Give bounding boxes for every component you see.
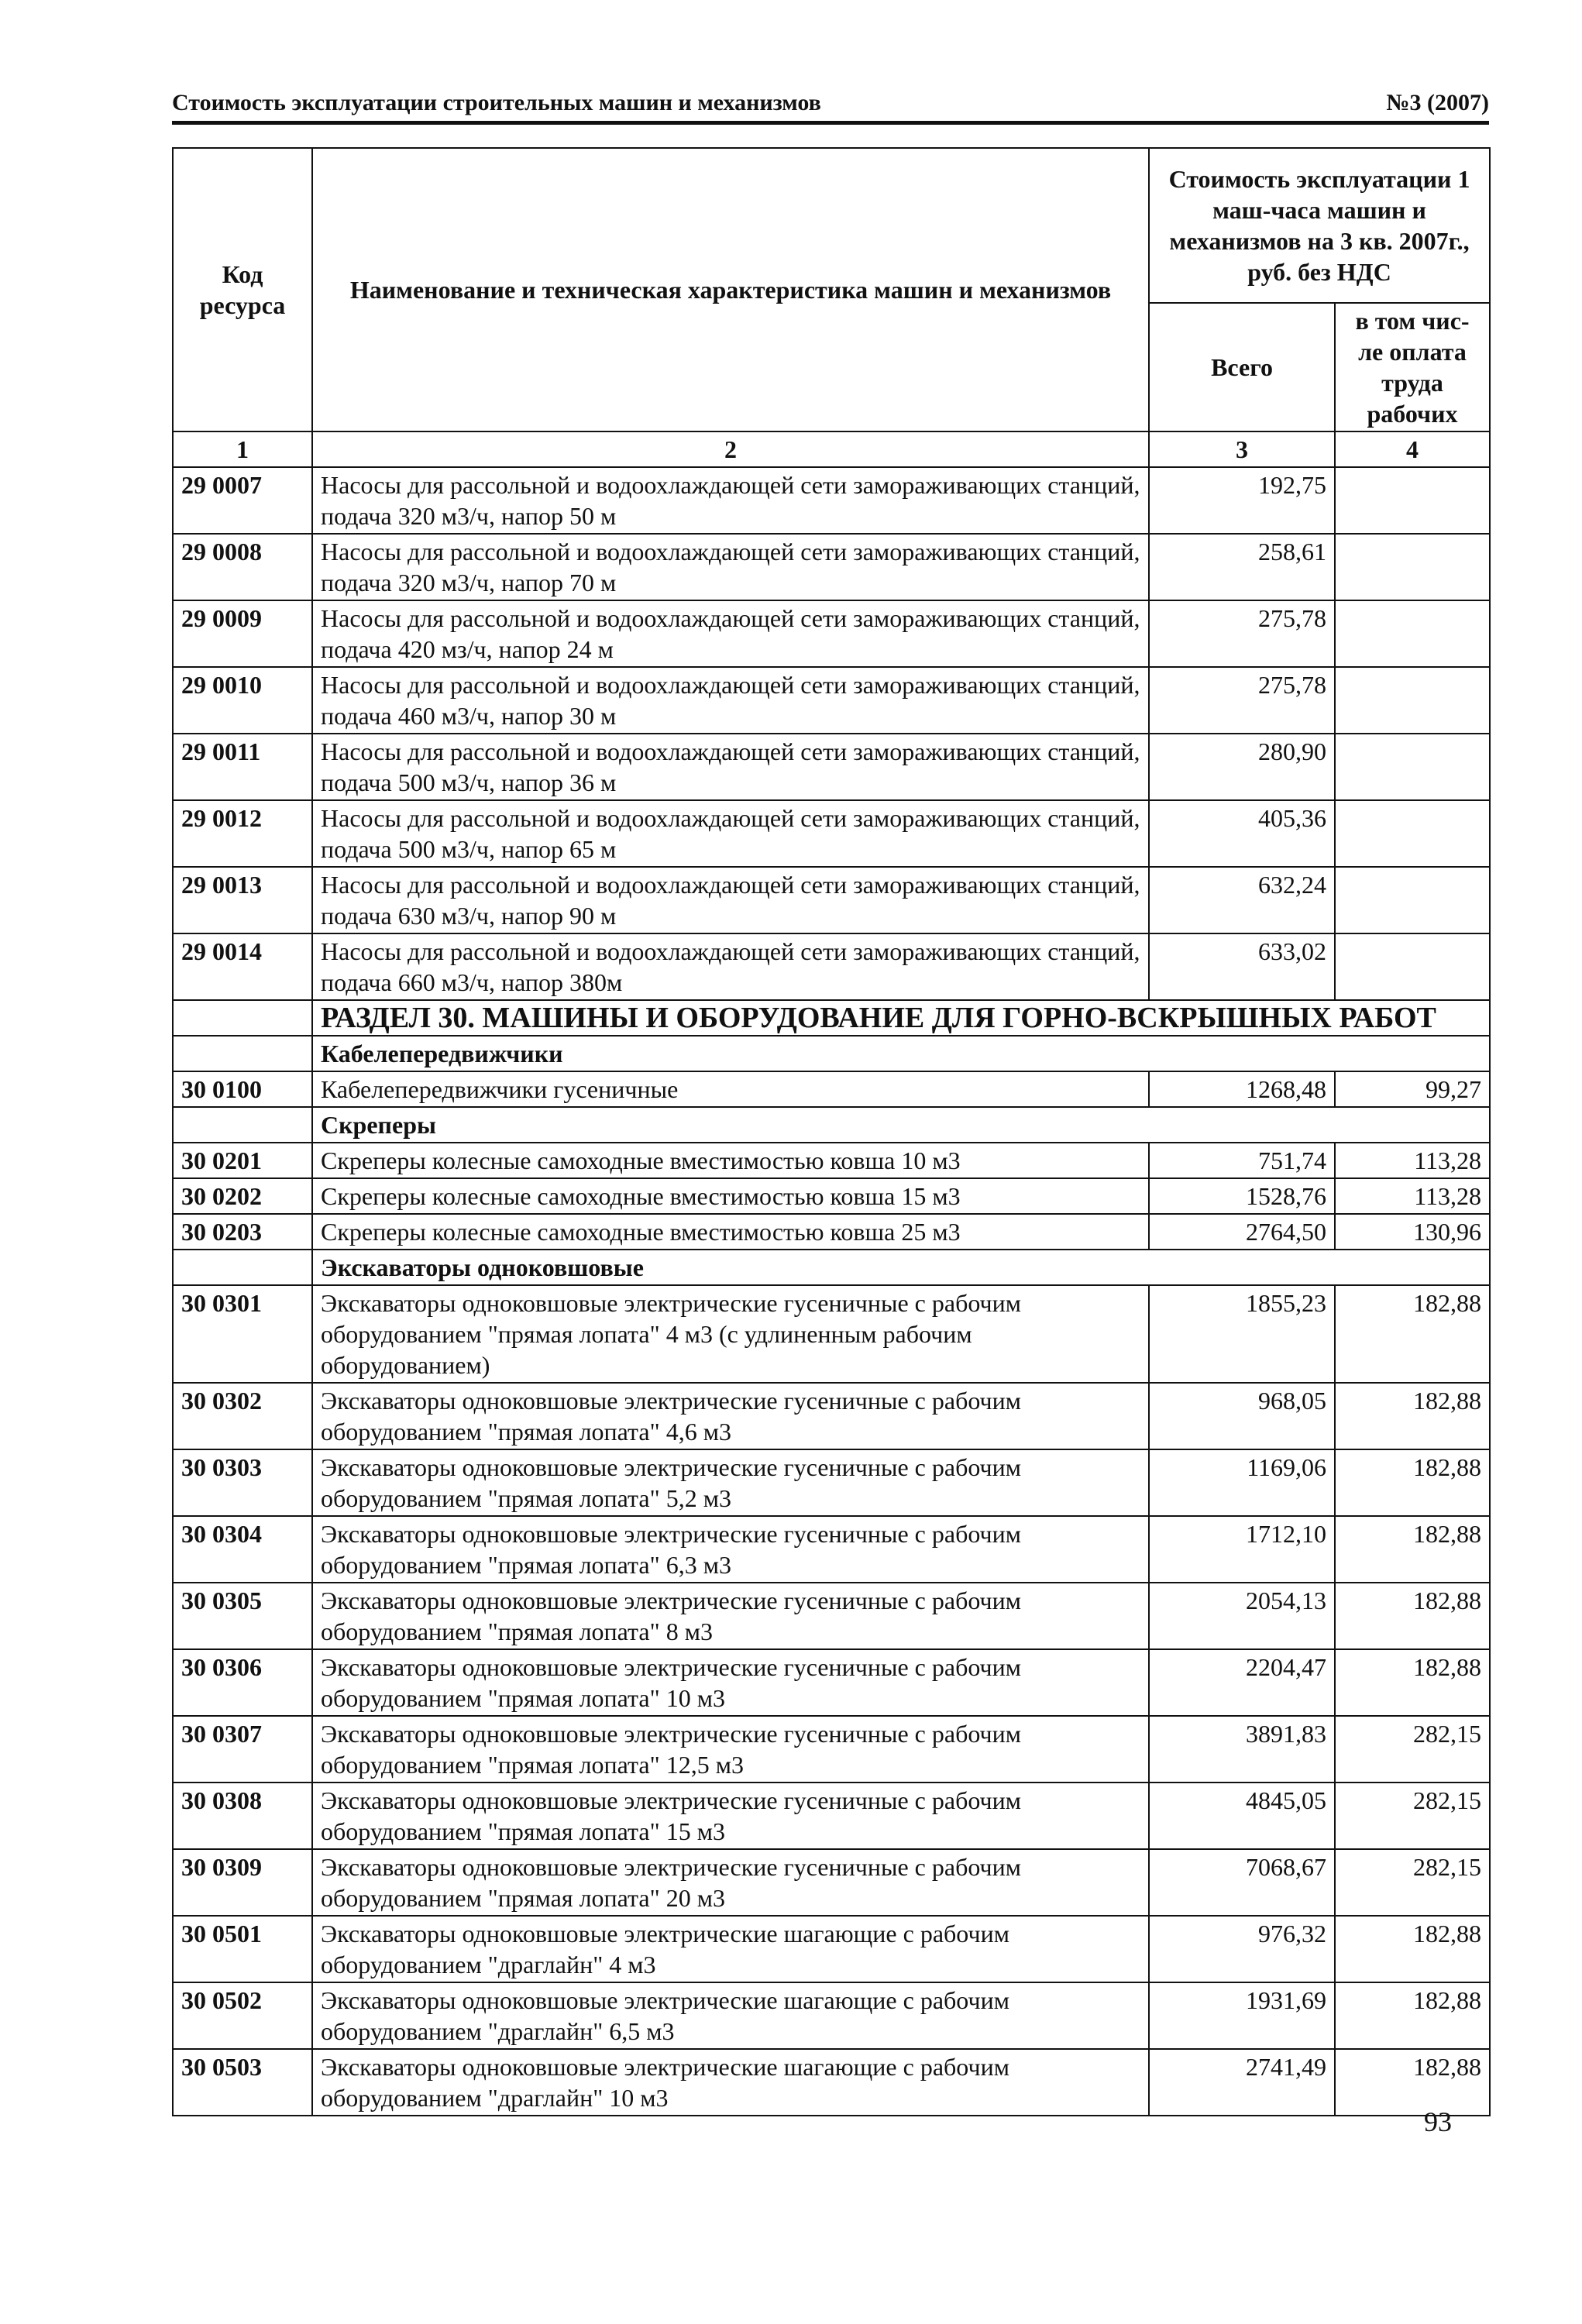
- cost-labor: 182,88: [1335, 1916, 1490, 1982]
- machine-name: Скреперы колесные самоходные вместимостью ковша 15 м3: [312, 1178, 1149, 1214]
- cost-total: 1855,23: [1149, 1285, 1335, 1383]
- table-row: [173, 1982, 1490, 2049]
- table-row: [173, 1649, 1490, 1716]
- machine-name: Кабелепередвижчики гусеничные: [312, 1071, 1149, 1107]
- cost-total: 1528,76: [1149, 1178, 1335, 1214]
- cost-labor: [1335, 667, 1490, 734]
- table-row: [173, 1916, 1490, 1982]
- machine-name: Экскаваторы одноковшовые электрические шагающие с рабочим оборудованием "драглайн" 6,5 м3: [312, 1982, 1149, 2049]
- empty-cell: [173, 1107, 312, 1143]
- column-numbers-row: [173, 431, 1490, 467]
- cost-total: 1712,10: [1149, 1516, 1335, 1583]
- table-row: [173, 1071, 1490, 1107]
- col-labor-header: в том чис-ле оплата труда рабочих: [1335, 303, 1490, 431]
- cost-labor: 182,88: [1335, 1383, 1490, 1449]
- resource-code: 30 0301: [173, 1285, 312, 1383]
- machine-name: Скреперы колесные самоходные вместимостью ковша 25 м3: [312, 1214, 1149, 1250]
- cost-labor: 282,15: [1335, 1716, 1490, 1783]
- resource-code: 30 0302: [173, 1383, 312, 1449]
- empty-cell: [173, 1000, 312, 1036]
- machine-name: Насосы для рассольной и водоохлаждающей сети замораживающих станций, подача 460 м3/ч, напор 30 м: [312, 667, 1149, 734]
- cost-total: 976,32: [1149, 1916, 1335, 1982]
- header-title: Стоимость эксплуатации строительных машин и механизмов: [172, 90, 821, 115]
- table-row: [173, 1783, 1490, 1849]
- cost-total: 2054,13: [1149, 1583, 1335, 1649]
- col-name-header: Наименование и техническая характеристика машин и механизмов: [312, 148, 1149, 431]
- machine-name: Экскаваторы одноковшовые электрические гусеничные с рабочим оборудованием "прямая лопата" 5,2 м3: [312, 1449, 1149, 1516]
- table-row: [173, 933, 1490, 1000]
- cost-labor: [1335, 534, 1490, 600]
- table-row: [173, 1716, 1490, 1783]
- subsection-row: [173, 1036, 1490, 1071]
- cost-total: 258,61: [1149, 534, 1335, 600]
- resource-code: 30 0304: [173, 1516, 312, 1583]
- resource-code: 30 0309: [173, 1849, 312, 1916]
- resource-code: 29 0010: [173, 667, 312, 734]
- table-row: [173, 1383, 1490, 1449]
- cost-total: 280,90: [1149, 734, 1335, 800]
- cost-labor: [1335, 600, 1490, 667]
- subsection-row: [173, 1250, 1490, 1285]
- cost-total: 275,78: [1149, 667, 1335, 734]
- resource-code: 30 0202: [173, 1178, 312, 1214]
- resource-code: 30 0307: [173, 1716, 312, 1783]
- cost-total: 1268,48: [1149, 1071, 1335, 1107]
- cost-labor: 182,88: [1335, 1285, 1490, 1383]
- resource-code: 30 0308: [173, 1783, 312, 1849]
- cost-labor: 182,88: [1335, 1583, 1490, 1649]
- resource-code: 29 0012: [173, 800, 312, 867]
- resource-code: 30 0201: [173, 1143, 312, 1178]
- table-row: [173, 1285, 1490, 1383]
- table-row: [173, 1516, 1490, 1583]
- machine-name: Насосы для рассольной и водоохлаждающей сети замораживающих станций, подача 320 м3/ч, напор 70 м: [312, 534, 1149, 600]
- cost-total: 968,05: [1149, 1383, 1335, 1449]
- cost-total: 3891,83: [1149, 1716, 1335, 1783]
- machine-name: Экскаваторы одноковшовые электрические гусеничные с рабочим оборудованием "прямая лопата" 20 м3: [312, 1849, 1149, 1916]
- cost-total: 633,02: [1149, 933, 1335, 1000]
- running-header: [172, 84, 1489, 125]
- col-total-header: Всего: [1149, 303, 1335, 431]
- table-row: [173, 667, 1490, 734]
- resource-code: 29 0009: [173, 600, 312, 667]
- resource-code: 30 0303: [173, 1449, 312, 1516]
- cost-labor: 182,88: [1335, 1516, 1490, 1583]
- table-row: [173, 2049, 1490, 2116]
- machine-name: Экскаваторы одноковшовые электрические гусеничные с рабочим оборудованием "прямая лопата" 4,6 м3: [312, 1383, 1149, 1449]
- cost-total: 275,78: [1149, 600, 1335, 667]
- cost-total: 405,36: [1149, 800, 1335, 867]
- cost-labor: 282,15: [1335, 1849, 1490, 1916]
- table-row: [173, 534, 1490, 600]
- subsection-title: Кабелепередвижчики: [312, 1036, 1490, 1071]
- cost-labor: [1335, 933, 1490, 1000]
- table-row: [173, 1143, 1490, 1178]
- cost-total: 192,75: [1149, 467, 1335, 534]
- machine-name: Экскаваторы одноковшовые электрические шагающие с рабочим оборудованием "драглайн" 4 м3: [312, 1916, 1149, 1982]
- machine-name: Экскаваторы одноковшовые электрические гусеничные с рабочим оборудованием "прямая лопата" 6,3 м3: [312, 1516, 1149, 1583]
- resource-code: 29 0007: [173, 467, 312, 534]
- cost-labor: 282,15: [1335, 1783, 1490, 1849]
- cost-total: 4845,05: [1149, 1783, 1335, 1849]
- cost-total: 632,24: [1149, 867, 1335, 933]
- cost-labor: 113,28: [1335, 1143, 1490, 1178]
- subsection-title: Скреперы: [312, 1107, 1490, 1143]
- resource-code: 30 0501: [173, 1916, 312, 1982]
- resource-code: 29 0013: [173, 867, 312, 933]
- machine-cost-table: [172, 147, 1491, 2116]
- machine-name: Насосы для рассольной и водоохлаждающей сети замораживающих станций, подача 500 м3/ч, напор 36 м: [312, 734, 1149, 800]
- cost-labor: 182,88: [1335, 1982, 1490, 2049]
- resource-code: 30 0306: [173, 1649, 312, 1716]
- machine-name: Экскаваторы одноковшовые электрические гусеничные с рабочим оборудованием "прямая лопата" 8 м3: [312, 1583, 1149, 1649]
- cost-total: 1931,69: [1149, 1982, 1335, 2049]
- resource-code: 29 0014: [173, 933, 312, 1000]
- table-row: [173, 734, 1490, 800]
- subsection-title: Экскаваторы одноковшовые: [312, 1250, 1490, 1285]
- cost-total: 2764,50: [1149, 1214, 1335, 1250]
- resource-code: 29 0011: [173, 734, 312, 800]
- machine-name: Насосы для рассольной и водоохлаждающей сети замораживающих станций, подача 630 м3/ч, напор 90 м: [312, 867, 1149, 933]
- machine-name: Экскаваторы одноковшовые электрические шагающие с рабочим оборудованием "драглайн" 10 м3: [312, 2049, 1149, 2116]
- table-row: [173, 1449, 1490, 1516]
- table-row: [173, 1178, 1490, 1214]
- header-row: [173, 148, 1490, 303]
- cost-total: 2204,47: [1149, 1649, 1335, 1716]
- machine-name: Экскаваторы одноковшовые электрические гусеничные с рабочим оборудованием "прямая лопата" 4 м3 (с удлиненным рабочим оборудованием): [312, 1285, 1149, 1383]
- cost-labor: [1335, 734, 1490, 800]
- col-cost-header: Стоимость эксплуатации 1 маш-часа машин и механизмов на 3 кв. 2007г., руб. без НДС: [1149, 148, 1490, 303]
- col-number: 3: [1149, 431, 1335, 467]
- table-row: [173, 1583, 1490, 1649]
- machine-name: Экскаваторы одноковшовые электрические гусеничные с рабочим оборудованием "прямая лопата" 15 м3: [312, 1783, 1149, 1849]
- cost-labor: 113,28: [1335, 1178, 1490, 1214]
- cost-labor: 182,88: [1335, 1649, 1490, 1716]
- table-row: [173, 800, 1490, 867]
- resource-code: 30 0100: [173, 1071, 312, 1107]
- cost-total: 2741,49: [1149, 2049, 1335, 2116]
- machine-name: Насосы для рассольной и водоохлаждающей сети замораживающих станций, подача 320 м3/ч, напор 50 м: [312, 467, 1149, 534]
- col-number: 1: [173, 431, 312, 467]
- subsection-row: [173, 1107, 1490, 1143]
- header-issue: №3 (2007): [1386, 90, 1489, 115]
- section-title: РАЗДЕЛ 30. МАШИНЫ И ОБОРУДОВАНИЕ ДЛЯ ГОРНО-ВСКРЫШНЫХ РАБОТ: [312, 1000, 1490, 1036]
- resource-code: 29 0008: [173, 534, 312, 600]
- machine-name: Насосы для рассольной и водоохлаждающей сети замораживающих станций, подача 420 мз/ч, напор 24 м: [312, 600, 1149, 667]
- cost-labor: 130,96: [1335, 1214, 1490, 1250]
- cost-labor: [1335, 867, 1490, 933]
- machine-name: Скреперы колесные самоходные вместимостью ковша 10 м3: [312, 1143, 1149, 1178]
- table-row: [173, 600, 1490, 667]
- col-number: 4: [1335, 431, 1490, 467]
- empty-cell: [173, 1250, 312, 1285]
- resource-code: 30 0502: [173, 1982, 312, 2049]
- col-code-header: Код ресурса: [173, 148, 312, 431]
- cost-total: 1169,06: [1149, 1449, 1335, 1516]
- resource-code: 30 0305: [173, 1583, 312, 1649]
- machine-name: Насосы для рассольной и водоохлаждающей сети замораживающих станций, подача 500 м3/ч, напор 65 м: [312, 800, 1149, 867]
- empty-cell: [173, 1036, 312, 1071]
- col-number: 2: [312, 431, 1149, 467]
- machine-name: Экскаваторы одноковшовые электрические гусеничные с рабочим оборудованием "прямая лопата" 10 м3: [312, 1649, 1149, 1716]
- table-row: [173, 1849, 1490, 1916]
- page-number: 93: [1424, 2106, 1452, 2137]
- cost-labor: [1335, 800, 1490, 867]
- cost-labor: [1335, 467, 1490, 534]
- machine-name: Экскаваторы одноковшовые электрические гусеничные с рабочим оборудованием "прямая лопата" 12,5 м3: [312, 1716, 1149, 1783]
- cost-labor: 99,27: [1335, 1071, 1490, 1107]
- table-row: [173, 1214, 1490, 1250]
- table-row: [173, 867, 1490, 933]
- machine-name: Насосы для рассольной и водоохлаждающей сети замораживающих станций, подача 660 м3/ч, напор 380м: [312, 933, 1149, 1000]
- table-row: [173, 467, 1490, 534]
- cost-total: 7068,67: [1149, 1849, 1335, 1916]
- section-row: [173, 1000, 1490, 1036]
- cost-labor: 182,88: [1335, 2049, 1490, 2116]
- resource-code: 30 0503: [173, 2049, 312, 2116]
- cost-total: 751,74: [1149, 1143, 1335, 1178]
- cost-labor: 182,88: [1335, 1449, 1490, 1516]
- resource-code: 30 0203: [173, 1214, 312, 1250]
